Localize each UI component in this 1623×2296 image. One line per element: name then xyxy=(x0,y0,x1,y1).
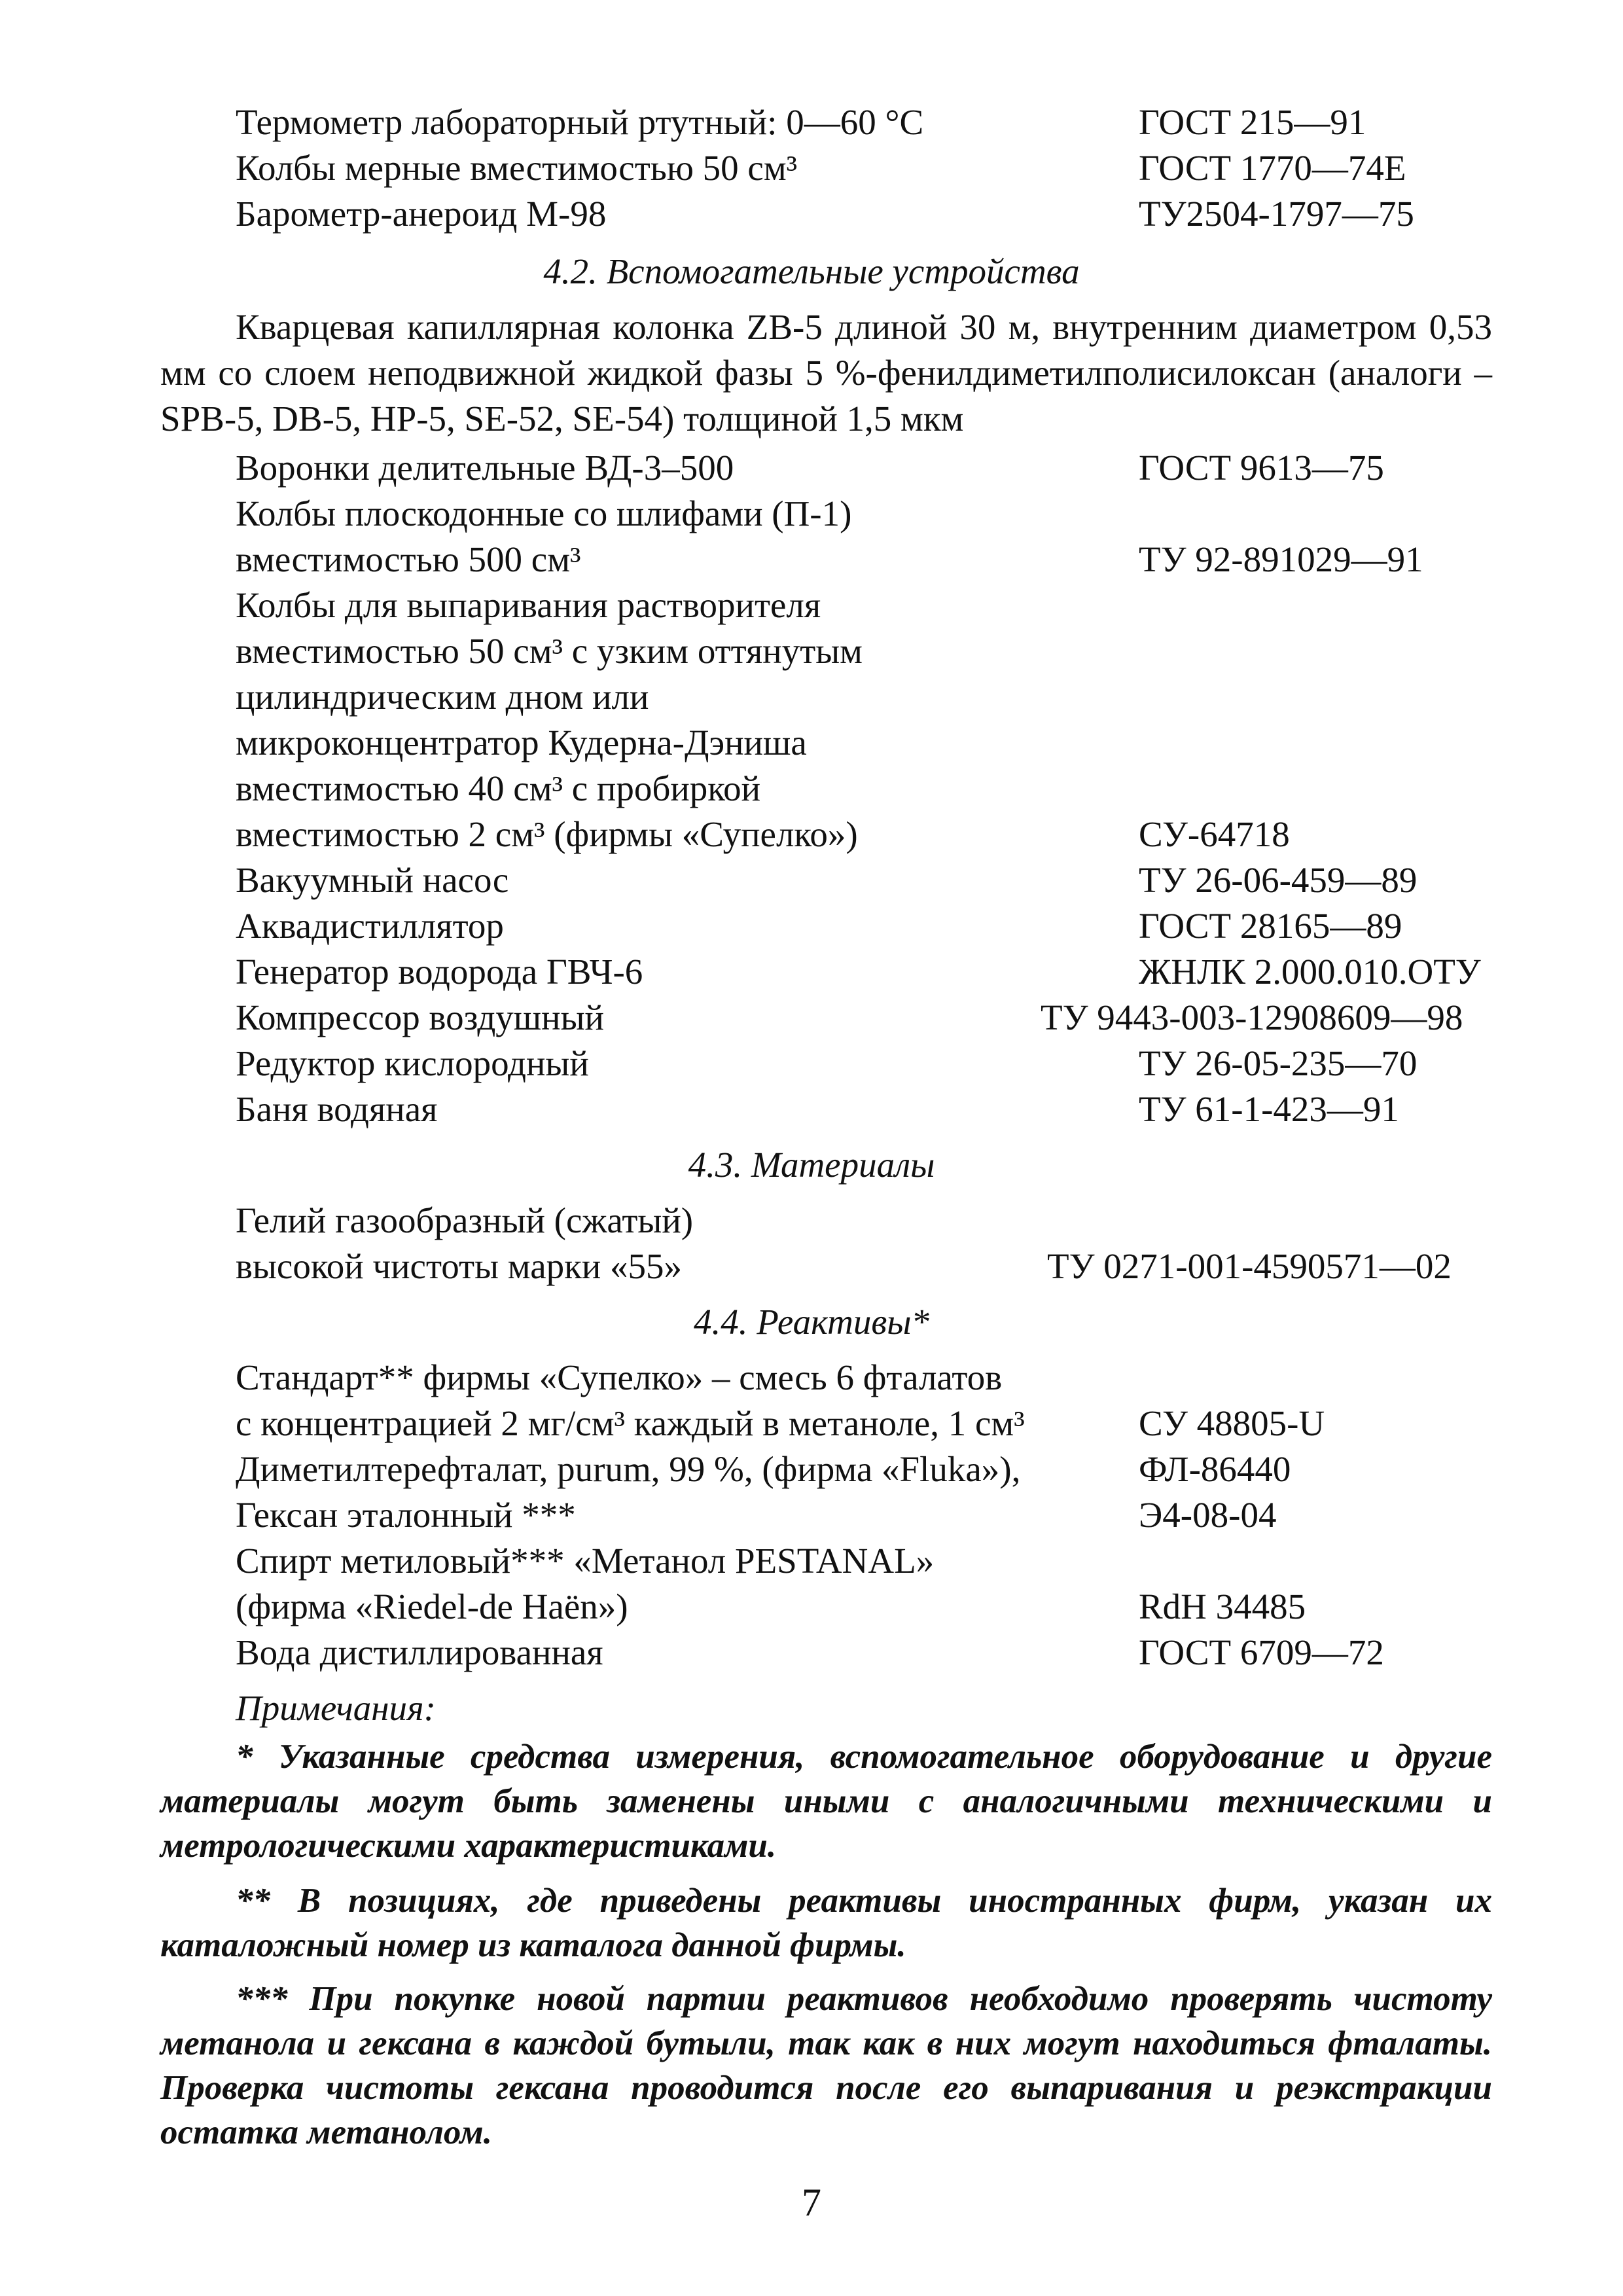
section-heading-4-3: 4.3. Материалы xyxy=(688,1145,935,1185)
item-name: Колбы плоскодонные со шлифами (П-1) xyxy=(236,493,852,533)
section-heading-4-4: 4.4. Реактивы* xyxy=(694,1302,929,1342)
note-1: * Указанные средства измерения, вспомогательное оборудование и другие материалы могут быть заменены иными с аналогичными техническими и метрологическими характеристиками. xyxy=(160,1738,1492,1865)
item-name: вместимостью 50 см³ с узким оттянутым xyxy=(236,631,863,671)
item-doc: ГОСТ 6709—72 xyxy=(1139,1632,1384,1672)
item-doc: ФЛ-86440 xyxy=(1139,1449,1291,1489)
item-name: (фирма «Riedel-de Haën») xyxy=(236,1587,628,1626)
item-doc: ЖНЛК 2.000.010.ОТУ xyxy=(1139,952,1481,992)
page-number: 7 xyxy=(802,2181,821,2224)
item-name: Вакуумный насос xyxy=(236,860,509,900)
item-doc: ТУ 9443-003-12908609—98 xyxy=(1041,997,1463,1037)
section-heading-4-2: 4.2. Вспомогательные устройства xyxy=(543,251,1080,291)
item-name: Барометр-анероид М-98 xyxy=(236,194,607,234)
item-name: микроконцентратор Кудерна-Дэниша xyxy=(236,723,807,762)
note-2: ** В позициях, где приведены реактивы иностранных фирм, указан их каталожный номер из каталога данной фирмы. xyxy=(160,1882,1492,1964)
item-name: высокой чистоты марки «55» xyxy=(236,1246,683,1286)
item-doc: ГОСТ 9613—75 xyxy=(1139,448,1384,488)
item-name: Компрессор воздушный xyxy=(236,997,604,1037)
item-name: Генератор водорода ГВЧ-6 xyxy=(236,952,643,992)
item-name: вместимостью 500 см³ xyxy=(236,539,581,579)
item-name: Редуктор кислородный xyxy=(236,1043,589,1083)
item-name: цилиндрическим дном или xyxy=(236,677,649,717)
item-name: Колбы мерные вместимостью 50 см³ xyxy=(236,148,798,188)
item-doc: СУ-64718 xyxy=(1139,814,1290,854)
item-name: Колбы для выпаривания растворителя xyxy=(236,585,821,625)
item-name: Баня водяная xyxy=(236,1089,438,1129)
item-doc: RdH 34485 xyxy=(1139,1587,1306,1626)
item-name: Стандарт** фирмы «Супелко» – смесь 6 фталатов xyxy=(236,1357,1003,1397)
column-description-paragraph: Кварцевая капиллярная колонка ZB-5 длиной 30 м, внутренним диаметром 0,53 мм со слоем неподвижной жидкой фазы 5 %-фенилдиметилполисилоксан (аналоги – SPB-5, DB-5, НР-5, SE-52, SE-54) толщиной 1,5 мкм xyxy=(160,307,1492,439)
item-doc: ГОСТ 1770—74Е xyxy=(1139,148,1406,188)
item-doc: ТУ 26-06-459—89 xyxy=(1139,860,1418,900)
item-name: Термометр лабораторный ртутный: 0—60 °С xyxy=(236,102,924,142)
item-doc: ТУ 61-1-423—91 xyxy=(1139,1089,1399,1129)
note-3: *** При покупке новой партии реактивов необходимо проверять чистоту метанола и гексана в каждой бутыли, так как в них могут находиться фталаты. Проверка чистоты гексана проводится после его выпаривания и реэкстракции остатка метанолом. xyxy=(160,1980,1492,2151)
item-doc: ГОСТ 215—91 xyxy=(1139,102,1366,142)
item-doc: СУ 48805-U xyxy=(1139,1403,1325,1443)
item-doc: ТУ 92-891029—91 xyxy=(1139,539,1423,579)
item-name: Аквадистиллятор xyxy=(236,906,504,946)
item-doc: ГОСТ 28165—89 xyxy=(1139,906,1402,946)
notes-heading: Примечания: xyxy=(236,1688,436,1728)
item-doc: ТУ2504-1797—75 xyxy=(1139,194,1414,234)
item-doc: ТУ 0271-001-4590571—02 xyxy=(1047,1246,1452,1286)
item-name: Гексан эталонный *** xyxy=(236,1495,576,1535)
item-name: Воронки делительные ВД-3–500 xyxy=(236,448,734,488)
item-name: Гелий газообразный (сжатый) xyxy=(236,1200,694,1240)
item-name: Диметилтерефталат, purum, 99 %, (фирма «Fluka»), xyxy=(236,1449,1021,1489)
item-name: вместимостью 2 см³ (фирмы «Супелко») xyxy=(236,814,858,854)
item-name: Вода дистиллированная xyxy=(236,1632,603,1672)
item-name: Спирт метиловый*** «Метанол PESTANAL» xyxy=(236,1541,935,1581)
item-name: с концентрацией 2 мг/см³ каждый в метаноле, 1 см³ xyxy=(236,1403,1025,1443)
item-doc: ТУ 26-05-235—70 xyxy=(1139,1043,1418,1083)
item-doc: Э4-08-04 xyxy=(1139,1495,1277,1535)
item-name: вместимостью 40 см³ с пробиркой xyxy=(236,768,761,808)
